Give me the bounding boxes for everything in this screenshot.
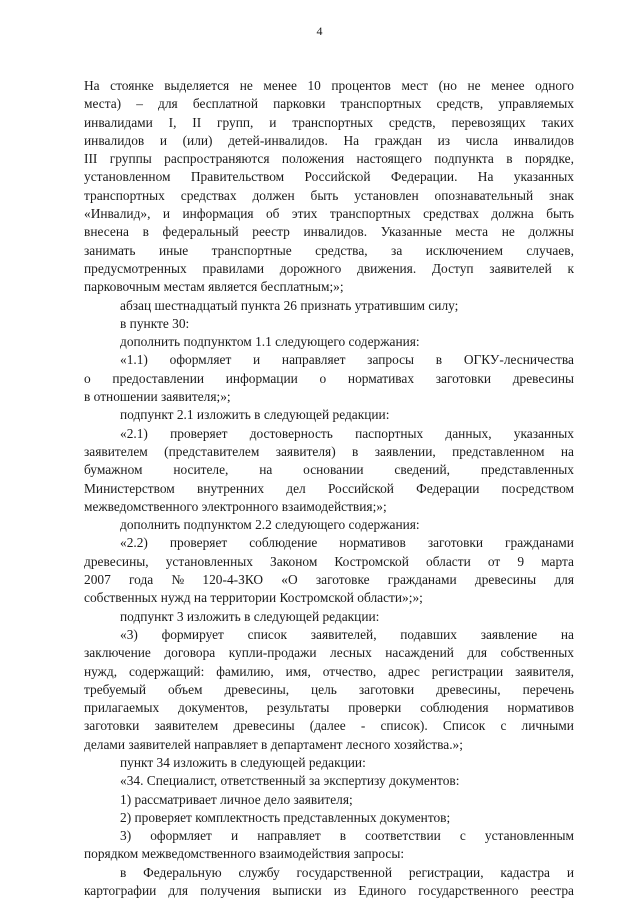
- text-line: дополнить подпунктом 2.2 следующего содержания:: [120, 517, 420, 533]
- text-line: собственных нужд на территории Костромской области»;»;: [84, 590, 423, 606]
- text-line: заключение договора купли-продажи лесных насаждений для собственных: [84, 645, 574, 661]
- text-line: подпункт 3 изложить в следующей редакции:: [120, 608, 380, 624]
- text-line: «2.1) проверяет достоверность паспортных данных, указанных: [120, 425, 574, 441]
- text-line: 2007 года № 120-4-ЗКО «О заготовке гражданами древесины для: [84, 572, 574, 588]
- text-line: бумажном носителе, на основании сведений, представленных: [84, 462, 574, 478]
- text-line: картографии для получения выписки из Единого государственного реестра: [84, 883, 574, 899]
- document-body: [84, 77, 574, 900]
- text-line: делами заявителей направляет в департамент лесного хозяйства.»;: [84, 736, 463, 752]
- text-line: транспортных средствах должен быть установлен опознавательный знак: [84, 187, 574, 203]
- text-line: дополнить подпунктом 1.1 следующего содержания:: [120, 334, 420, 350]
- text-line: 3) оформляет и направляет в соответствии с установленным: [120, 828, 574, 844]
- text-line: предусмотренных правилами дорожного движения. Доступ заявителей к: [84, 260, 574, 276]
- text-line: инвалидами I, II групп, и транспортных средств, перевозящих таких: [84, 114, 574, 130]
- text-line: внесена в федеральный реестр инвалидов. Указанные места не должны: [84, 224, 574, 240]
- text-line: порядком межведомственного взаимодействия запросы:: [84, 846, 405, 862]
- text-line: инвалидов и (или) детей-инвалидов. На граждан из числа инвалидов: [84, 132, 574, 148]
- text-line: «1.1) оформляет и направляет запросы в ОГКУ-лесничества: [120, 352, 574, 368]
- text-line: пункт 34 изложить в следующей редакции:: [120, 754, 366, 770]
- text-line: в Федеральную службу государственной регистрации, кадастра и: [120, 864, 574, 880]
- text-line: 1) рассматривает личное дело заявителя;: [120, 791, 353, 807]
- text-line: «3) формирует список заявителей, подавших заявление на: [120, 626, 574, 642]
- text-line: Министерством внутренних дел Российской Федерации посредством: [84, 480, 574, 496]
- text-line: нужд, содержащий: фамилию, имя, отчество, адрес регистрации заявителя,: [84, 663, 574, 679]
- text-line: межведомственного электронного взаимодействия;»;: [84, 498, 387, 514]
- text-line: древесины, установленных Законом Костромской области от 9 марта: [84, 553, 574, 569]
- text-line: абзац шестнадцатый пункта 26 признать утратившим силу;: [120, 297, 459, 313]
- text-line: занимать иные транспортные средства, за исключением случаев,: [84, 242, 574, 258]
- page-number: 4: [316, 24, 323, 38]
- text-line: в пункте 30:: [120, 315, 190, 331]
- text-line: требуемый объем древесины, цель заготовки древесины, перечень: [84, 681, 574, 697]
- text-line: заявителем (представителем заявителя) в заявлении, представленном на: [84, 443, 574, 459]
- text-line: «Инвалид», и информация об этих транспортных средствах должна быть: [84, 206, 574, 222]
- text-line: III группы распространяются положения настоящего подпункта в порядке,: [84, 151, 574, 167]
- text-line: прилагаемых документов, результаты проверки соблюдения нормативов: [84, 700, 574, 716]
- text-line: заготовки заявителем древесины (далее - список). Список с личными: [84, 718, 574, 734]
- text-line: места) – для бесплатной парковки транспортных средств, управляемых: [84, 96, 574, 112]
- text-line: подпункт 2.1 изложить в следующей редакции:: [120, 407, 390, 423]
- text-line: 2) проверяет комплектность представленных документов;: [120, 809, 451, 825]
- text-line: о предоставлении информации о нормативах заготовки древесины: [84, 370, 574, 386]
- text-line: На стоянке выделяется не менее 10 процентов мест (но не менее одного: [84, 78, 574, 93]
- text-line: «34. Специалист, ответственный за экспертизу документов:: [120, 773, 460, 789]
- text-line: парковочным местам является бесплатным;»;: [84, 279, 344, 295]
- text-line: установленном Правительством Российской Федерации. На указанных: [84, 169, 574, 185]
- text-line: в отношении заявителя;»;: [84, 389, 231, 405]
- text-line: «2.2) проверяет соблюдение нормативов заготовки гражданами: [120, 535, 574, 551]
